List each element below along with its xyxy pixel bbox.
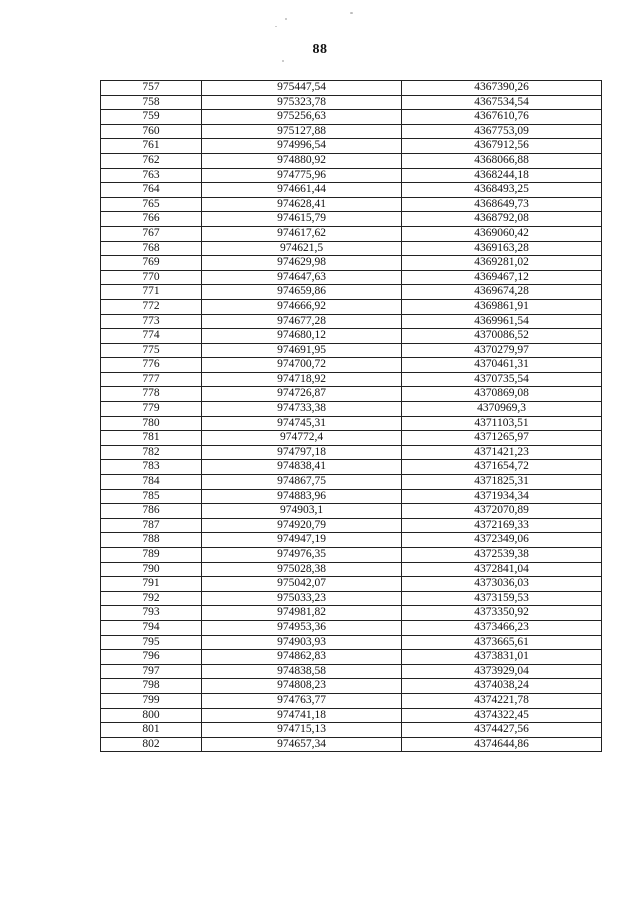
table-row: [101, 548, 602, 563]
y-coordinate-cell: 4367912,56: [402, 139, 602, 154]
point-number-cell: 790: [101, 562, 202, 577]
point-number-cell: 793: [101, 606, 202, 621]
point-number-cell: 798: [101, 679, 202, 694]
y-coordinate-cell: 4369060,42: [402, 226, 602, 241]
point-number-cell: 800: [101, 708, 202, 723]
point-number-cell: 778: [101, 387, 202, 402]
x-coordinate-cell: 974903,1: [202, 504, 402, 519]
table-row: [101, 504, 602, 519]
point-number-cell: 774: [101, 329, 202, 344]
point-number-cell: 788: [101, 533, 202, 548]
x-coordinate-cell: 975042,07: [202, 577, 402, 592]
y-coordinate-cell: 4368066,88: [402, 153, 602, 168]
point-number-cell: 771: [101, 285, 202, 300]
x-coordinate-cell: 974615,79: [202, 212, 402, 227]
table-row: [101, 81, 602, 96]
y-coordinate-cell: 4374221,78: [402, 693, 602, 708]
y-coordinate-cell: 4371421,23: [402, 445, 602, 460]
x-coordinate-cell: 974797,18: [202, 445, 402, 460]
x-coordinate-cell: 974838,41: [202, 460, 402, 475]
table-row: [101, 562, 602, 577]
x-coordinate-cell: 974621,5: [202, 241, 402, 256]
table-row: [101, 416, 602, 431]
table-row: [101, 431, 602, 446]
point-number-cell: 785: [101, 489, 202, 504]
x-coordinate-cell: 974981,82: [202, 606, 402, 621]
point-number-cell: 787: [101, 518, 202, 533]
y-coordinate-cell: 4372539,38: [402, 548, 602, 563]
point-number-cell: 799: [101, 693, 202, 708]
y-coordinate-cell: 4367753,09: [402, 124, 602, 139]
y-coordinate-cell: 4370969,3: [402, 402, 602, 417]
point-number-cell: 781: [101, 431, 202, 446]
x-coordinate-cell: 974628,41: [202, 197, 402, 212]
table-row: [101, 241, 602, 256]
point-number-cell: 782: [101, 445, 202, 460]
table-row: [101, 329, 602, 344]
y-coordinate-cell: 4370869,08: [402, 387, 602, 402]
y-coordinate-cell: 4369674,28: [402, 285, 602, 300]
table-row: [101, 737, 602, 752]
y-coordinate-cell: 4367610,76: [402, 110, 602, 125]
x-coordinate-cell: 974680,12: [202, 329, 402, 344]
x-coordinate-cell: 974726,87: [202, 387, 402, 402]
scan-speck: [350, 12, 353, 14]
point-number-cell: 786: [101, 504, 202, 519]
table-row: [101, 635, 602, 650]
y-coordinate-cell: 4369163,28: [402, 241, 602, 256]
point-number-cell: 759: [101, 110, 202, 125]
y-coordinate-cell: 4369961,54: [402, 314, 602, 329]
page-number: 88: [312, 42, 328, 57]
x-coordinate-cell: 974947,19: [202, 533, 402, 548]
y-coordinate-cell: 4371265,97: [402, 431, 602, 446]
x-coordinate-cell: 974647,63: [202, 270, 402, 285]
x-coordinate-cell: 974903,93: [202, 635, 402, 650]
point-number-cell: 796: [101, 650, 202, 665]
point-number-cell: 761: [101, 139, 202, 154]
x-coordinate-cell: 974745,31: [202, 416, 402, 431]
table-row: [101, 314, 602, 329]
x-coordinate-cell: 975323,78: [202, 95, 402, 110]
y-coordinate-cell: 4373929,04: [402, 664, 602, 679]
point-number-cell: 784: [101, 475, 202, 490]
x-coordinate-cell: 974953,36: [202, 620, 402, 635]
point-number-cell: 767: [101, 226, 202, 241]
point-number-cell: 797: [101, 664, 202, 679]
point-number-cell: 762: [101, 153, 202, 168]
table-row: [101, 402, 602, 417]
y-coordinate-cell: 4371654,72: [402, 460, 602, 475]
table-row: [101, 270, 602, 285]
x-coordinate-cell: 974691,95: [202, 343, 402, 358]
point-number-cell: 772: [101, 299, 202, 314]
scan-speck: [285, 18, 287, 20]
point-number-cell: 792: [101, 591, 202, 606]
y-coordinate-cell: 4372169,33: [402, 518, 602, 533]
y-coordinate-cell: 4368792,08: [402, 212, 602, 227]
table-row: [101, 110, 602, 125]
point-number-cell: 757: [101, 81, 202, 96]
table-row: [101, 139, 602, 154]
point-number-cell: 795: [101, 635, 202, 650]
x-coordinate-cell: 974700,72: [202, 358, 402, 373]
table-row: [101, 387, 602, 402]
x-coordinate-cell: 974666,92: [202, 299, 402, 314]
x-coordinate-cell: 975127,88: [202, 124, 402, 139]
table-row: [101, 168, 602, 183]
x-coordinate-cell: 974775,96: [202, 168, 402, 183]
x-coordinate-cell: 974677,28: [202, 314, 402, 329]
table-row: [101, 124, 602, 139]
table-row: [101, 591, 602, 606]
table-row: [101, 343, 602, 358]
table-row: [101, 650, 602, 665]
x-coordinate-cell: 974659,86: [202, 285, 402, 300]
x-coordinate-cell: 975033,23: [202, 591, 402, 606]
x-coordinate-cell: 974867,75: [202, 475, 402, 490]
table-row: [101, 489, 602, 504]
y-coordinate-cell: 4374644,86: [402, 737, 602, 752]
x-coordinate-cell: 974862,83: [202, 650, 402, 665]
x-coordinate-cell: 974715,13: [202, 723, 402, 738]
y-coordinate-cell: 4370461,31: [402, 358, 602, 373]
table-row: [101, 708, 602, 723]
y-coordinate-cell: 4371825,31: [402, 475, 602, 490]
table-row: [101, 358, 602, 373]
point-number-cell: 783: [101, 460, 202, 475]
x-coordinate-cell: 974733,38: [202, 402, 402, 417]
y-coordinate-cell: 4369281,02: [402, 256, 602, 271]
table-row: [101, 693, 602, 708]
y-coordinate-cell: 4373665,61: [402, 635, 602, 650]
coordinates-table: [100, 80, 602, 752]
coordinates-table-body: [101, 81, 602, 752]
y-coordinate-cell: 4368649,73: [402, 197, 602, 212]
y-coordinate-cell: 4372070,89: [402, 504, 602, 519]
point-number-cell: 780: [101, 416, 202, 431]
scan-speck: [282, 60, 284, 62]
x-coordinate-cell: 974996,54: [202, 139, 402, 154]
y-coordinate-cell: 4373036,03: [402, 577, 602, 592]
x-coordinate-cell: 974880,92: [202, 153, 402, 168]
table-row: [101, 606, 602, 621]
y-coordinate-cell: 4369861,91: [402, 299, 602, 314]
x-coordinate-cell: 974808,23: [202, 679, 402, 694]
point-number-cell: 776: [101, 358, 202, 373]
table-row: [101, 183, 602, 198]
table-row: [101, 256, 602, 271]
x-coordinate-cell: 974772,4: [202, 431, 402, 446]
x-coordinate-cell: 974920,79: [202, 518, 402, 533]
x-coordinate-cell: 974741,18: [202, 708, 402, 723]
y-coordinate-cell: 4373466,23: [402, 620, 602, 635]
point-number-cell: 794: [101, 620, 202, 635]
point-number-cell: 789: [101, 548, 202, 563]
table-row: [101, 372, 602, 387]
table-row: [101, 664, 602, 679]
table-row: [101, 445, 602, 460]
table-row: [101, 460, 602, 475]
table-row: [101, 620, 602, 635]
point-number-cell: 768: [101, 241, 202, 256]
point-number-cell: 765: [101, 197, 202, 212]
x-coordinate-cell: 974629,98: [202, 256, 402, 271]
y-coordinate-cell: 4369467,12: [402, 270, 602, 285]
y-coordinate-cell: 4370086,52: [402, 329, 602, 344]
table-row: [101, 212, 602, 227]
table-row: [101, 577, 602, 592]
table-row: [101, 226, 602, 241]
y-coordinate-cell: 4367390,26: [402, 81, 602, 96]
x-coordinate-cell: 974883,96: [202, 489, 402, 504]
point-number-cell: 791: [101, 577, 202, 592]
table-row: [101, 518, 602, 533]
point-number-cell: 773: [101, 314, 202, 329]
y-coordinate-cell: 4368493,25: [402, 183, 602, 198]
x-coordinate-cell: 974617,62: [202, 226, 402, 241]
y-coordinate-cell: 4373159,53: [402, 591, 602, 606]
point-number-cell: 760: [101, 124, 202, 139]
y-coordinate-cell: 4371934,34: [402, 489, 602, 504]
scan-speck: [275, 26, 277, 27]
table-row: [101, 299, 602, 314]
y-coordinate-cell: 4371103,51: [402, 416, 602, 431]
y-coordinate-cell: 4372349,06: [402, 533, 602, 548]
x-coordinate-cell: 974763,77: [202, 693, 402, 708]
table-row: [101, 197, 602, 212]
x-coordinate-cell: 975447,54: [202, 81, 402, 96]
point-number-cell: 770: [101, 270, 202, 285]
x-coordinate-cell: 974661,44: [202, 183, 402, 198]
y-coordinate-cell: 4373350,92: [402, 606, 602, 621]
point-number-cell: 779: [101, 402, 202, 417]
table-row: [101, 285, 602, 300]
point-number-cell: 777: [101, 372, 202, 387]
point-number-cell: 763: [101, 168, 202, 183]
table-row: [101, 533, 602, 548]
y-coordinate-cell: 4372841,04: [402, 562, 602, 577]
y-coordinate-cell: 4367534,54: [402, 95, 602, 110]
y-coordinate-cell: 4370279,97: [402, 343, 602, 358]
x-coordinate-cell: 975256,63: [202, 110, 402, 125]
point-number-cell: 764: [101, 183, 202, 198]
point-number-cell: 802: [101, 737, 202, 752]
table-row: [101, 475, 602, 490]
x-coordinate-cell: 974838,58: [202, 664, 402, 679]
x-coordinate-cell: 974657,34: [202, 737, 402, 752]
y-coordinate-cell: 4368244,18: [402, 168, 602, 183]
table-row: [101, 679, 602, 694]
y-coordinate-cell: 4374322,45: [402, 708, 602, 723]
x-coordinate-cell: 974718,92: [202, 372, 402, 387]
table-row: [101, 95, 602, 110]
x-coordinate-cell: 974976,35: [202, 548, 402, 563]
point-number-cell: 766: [101, 212, 202, 227]
y-coordinate-cell: 4374038,24: [402, 679, 602, 694]
point-number-cell: 758: [101, 95, 202, 110]
x-coordinate-cell: 975028,38: [202, 562, 402, 577]
point-number-cell: 769: [101, 256, 202, 271]
y-coordinate-cell: 4373831,01: [402, 650, 602, 665]
y-coordinate-cell: 4370735,54: [402, 372, 602, 387]
point-number-cell: 801: [101, 723, 202, 738]
point-number-cell: 775: [101, 343, 202, 358]
table-row: [101, 723, 602, 738]
table-row: [101, 153, 602, 168]
y-coordinate-cell: 4374427,56: [402, 723, 602, 738]
